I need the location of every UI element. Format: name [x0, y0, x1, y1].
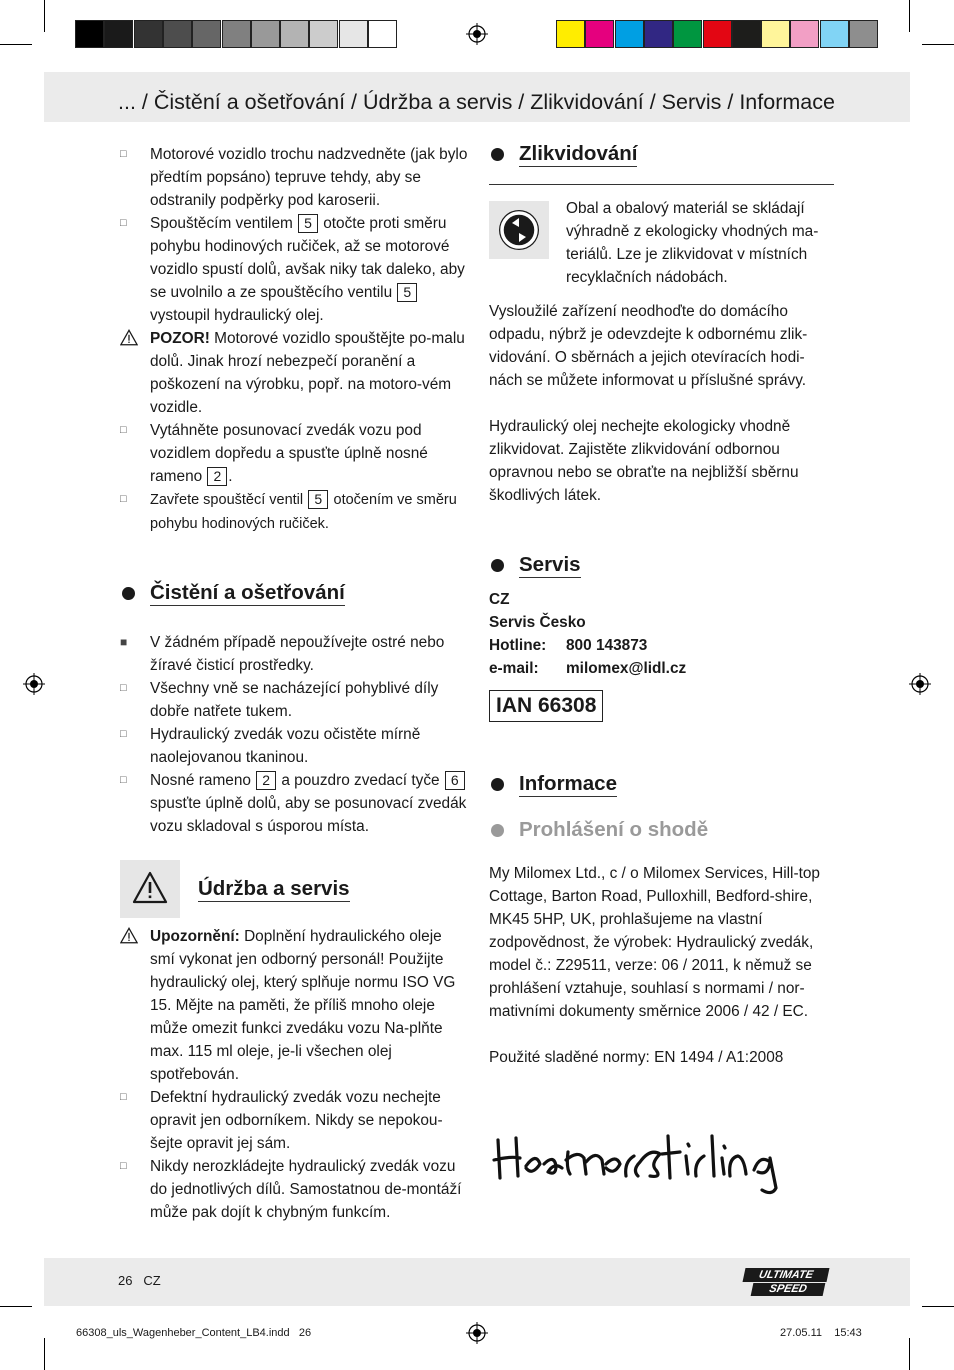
crop-mark	[909, 0, 910, 32]
list-item: □ Spouštěcím ventilem 5 otočte proti směru pohybu hodinových ručiček, až se motorové vozidlo spustí dolů, avšak niky tak daleko, aby se uvolnilo a ze spouštěcího ventilu 5 vystoupil hydraulický olej.	[120, 212, 470, 327]
page-number: 26 CZ	[118, 1273, 161, 1288]
list-item: □ Vytáhněte posunovací zvedák vozu pod vozidlem dopředu a spusťte úplně nosné rameno 2 .	[120, 419, 470, 488]
color-swatch	[615, 20, 644, 48]
bullet-icon	[491, 148, 504, 161]
color-swatch	[790, 20, 819, 48]
list-item: □ Všechny vně se nacházející pohyblivé díly dobře natřete tukem.	[120, 677, 470, 723]
page-title: ... / Čistění a ošetřování / Údržba a servis / Zlikvidování / Servis / Informace	[118, 90, 835, 114]
color-swatch	[556, 20, 585, 48]
green-dot-box	[489, 201, 549, 259]
square-bullet-icon: ■	[120, 635, 128, 649]
checkbox-marker-icon: □	[120, 682, 127, 694]
list-item: □ Motorové vozidlo trochu nadzvedněte (jak bylo předtím popsáno) tepruve tehdy, aby se odstranily podpěrky pod karoserii.	[120, 143, 470, 212]
list-item: □ Nosné rameno 2 a pouzdro zvedací tyče 6 spusťte úplně dolů, aby se posunovací zvedák vozu skladoval s úsporou místa.	[120, 769, 470, 838]
crop-mark	[44, 1338, 45, 1370]
color-swatch	[251, 20, 280, 48]
registration-mark-icon	[909, 673, 931, 695]
crop-mark	[0, 1306, 32, 1307]
color-swatch	[309, 20, 338, 48]
list-item: □ Defektní hydraulický zvedák vozu nechejte opravit jen odborníkem. Nikdy se nepokou-šejte opravit jej sám.	[120, 1086, 470, 1155]
section-heading-declaration: Prohlášení o shodě	[489, 816, 834, 844]
registration-mark-icon	[23, 673, 45, 695]
crop-mark	[922, 44, 954, 45]
service-contact: CZ Servis Česko Hotline: 800 143873 e-mail: milomex@lidl.cz	[489, 591, 687, 677]
checkbox-marker-icon: □	[120, 493, 127, 505]
crop-mark	[909, 1338, 910, 1370]
color-swatch	[585, 20, 614, 48]
crop-mark	[0, 44, 32, 45]
checkbox-marker-icon: □	[120, 728, 127, 740]
checkbox-marker-icon: □	[120, 1091, 127, 1103]
bullet-icon	[122, 587, 135, 600]
color-swatch	[761, 20, 790, 48]
color-swatch	[849, 20, 878, 48]
section-heading-info: Informace	[489, 770, 834, 798]
part-reference: 5	[397, 283, 417, 302]
recycle-note: Obal a obalový materiál se skládají výhradně z ekologicky vhodných ma-teriálů. Lze je zlikvidovat v místních recyklačních nádobách.	[489, 197, 834, 289]
checkbox-marker-icon: □	[120, 774, 127, 786]
print-timestamp: 27.05.11 15:43	[780, 1327, 862, 1339]
checkbox-marker-icon: □	[120, 424, 127, 436]
checkbox-marker-icon: □	[120, 1160, 127, 1172]
maintenance-list	[120, 925, 470, 1224]
color-swatch	[703, 20, 732, 48]
list-item: □ Zavřete spouštěcí ventil 5 otočením ve směru pohybu hodinových ručiček.	[120, 488, 470, 536]
list-item: □ Hydraulický zvedák vozu očistěte mírně naolejovanou tkaninou.	[120, 723, 470, 769]
section-heading-cleaning: Čistění a ošetřování	[120, 579, 470, 607]
warning-box	[120, 860, 180, 918]
signature	[490, 1118, 835, 1196]
color-swatch	[820, 20, 849, 48]
color-swatch	[192, 20, 221, 48]
color-swatch	[222, 20, 251, 48]
bullet-icon	[491, 824, 504, 837]
color-swatch	[280, 20, 309, 48]
checkbox-marker-icon: □	[120, 148, 127, 160]
bullet-icon	[491, 778, 504, 791]
left-column	[120, 143, 470, 838]
part-reference: 2	[256, 771, 276, 790]
part-reference: 5	[308, 490, 328, 509]
section-heading-service: Servis	[489, 551, 834, 579]
registration-mark-icon	[466, 1322, 488, 1344]
color-swatch	[134, 20, 163, 48]
color-swatch	[104, 20, 133, 48]
list-item: ■ V žádném případě nepoužívejte ostré nebo žíravé čisticí prostředky.	[120, 631, 470, 677]
section-heading-maintenance: Údržba a servis	[198, 877, 350, 900]
part-reference: 5	[298, 214, 318, 233]
color-swatch	[163, 20, 192, 48]
list-item: □ Nikdy nerozkládejte hydraulický zvedák vozu do jednotlivých dílů. Samostatnou de-montáží může pak dojít k chybným funkcím.	[120, 1155, 470, 1224]
color-swatch	[368, 20, 397, 48]
registration-mark-icon	[466, 23, 488, 45]
color-swatch	[75, 20, 104, 48]
crop-mark	[44, 0, 45, 32]
crop-mark	[922, 1306, 954, 1307]
email-link[interactable]: milomex@lidl.cz	[566, 660, 687, 677]
section-heading-disposal: Zlikvidování	[489, 140, 834, 168]
part-reference: 6	[445, 771, 465, 790]
part-reference: 2	[207, 467, 227, 486]
right-column: Zlikvidování Obal a obalový materiál se skládají výhradně z ekologicky vhodných ma-teriálů. Lze je zlikvidovat v místních recyklačních nádobách. Vysloužilé zařízení neodhoďte do domácího odpadu, nýbrž je odevzdejte k odbornému zlik-vidování. O sběrnách a jejich otevíracích hodi-nách se můžete informovat u příslušné správy. Hydraulický olej nechejte ekologicky vhodně zlikvidovat. Zajistěte zlikvidování odbornou opravnou nebo se obraťte na nejbližší sběrnu škodlivých látek. Servis CZ Servis Česko Hotline: 800 143873 e-mail: milomex@lidl.cz IAN 66308 Informace Prohlášení o shodě My Milomex Ltd., c / o Milomex Services, Hill-top Cottage, Barton Road, Pulloxhill, Bedford-shire, MK45 5HP, UK, prohlašujeme na vlastní zodpovědnost, že výrobek: Hydraulický zvedák, model č.: Z29511, verze: 06 / 2011, k němuž se prohlášení vztahuje, souhlasí s normami / nor-mativními dokumenty směrnice 2006 / 42 / EC. Použité sladěné normy: EN 1494 / A1:2008	[489, 140, 834, 1069]
file-info: 66308_uls_Wagenheber_Content_LB4.indd 26	[76, 1327, 312, 1339]
warning-item: POZOR! Motorové vozidlo spouštějte po-malu dolů. Jinak hrozí nebezpečí poranění a poškození na výrobku, popř. na motoro-vém vozidle.	[120, 327, 470, 419]
color-swatch	[732, 20, 761, 48]
checkbox-marker-icon: □	[120, 217, 127, 229]
ian-badge: IAN 66308	[489, 690, 603, 722]
divider	[489, 184, 834, 185]
green-dot-recycling-icon	[498, 209, 540, 251]
bullet-icon	[491, 559, 504, 572]
warning-triangle-icon	[120, 927, 138, 944]
color-swatch	[644, 20, 673, 48]
color-swatch	[673, 20, 702, 48]
warning-item: Upozornění: Doplnění hydraulického oleje smí vykonat jen odborný personál! Použijte hydraulický olej, který splňuje normu ISO VG 15. Mějte na paměti, že příliš mnoho oleje může omezit funkci zvedáku vozu Na-plňte max. 115 ml oleje, je-li všechen olej spotřebován.	[120, 925, 470, 1086]
color-swatch	[339, 20, 368, 48]
ultimate-speed-logo: ULTIMATE SPEED	[744, 1266, 834, 1298]
warning-triangle-icon	[132, 871, 168, 904]
warning-triangle-icon	[120, 329, 138, 346]
